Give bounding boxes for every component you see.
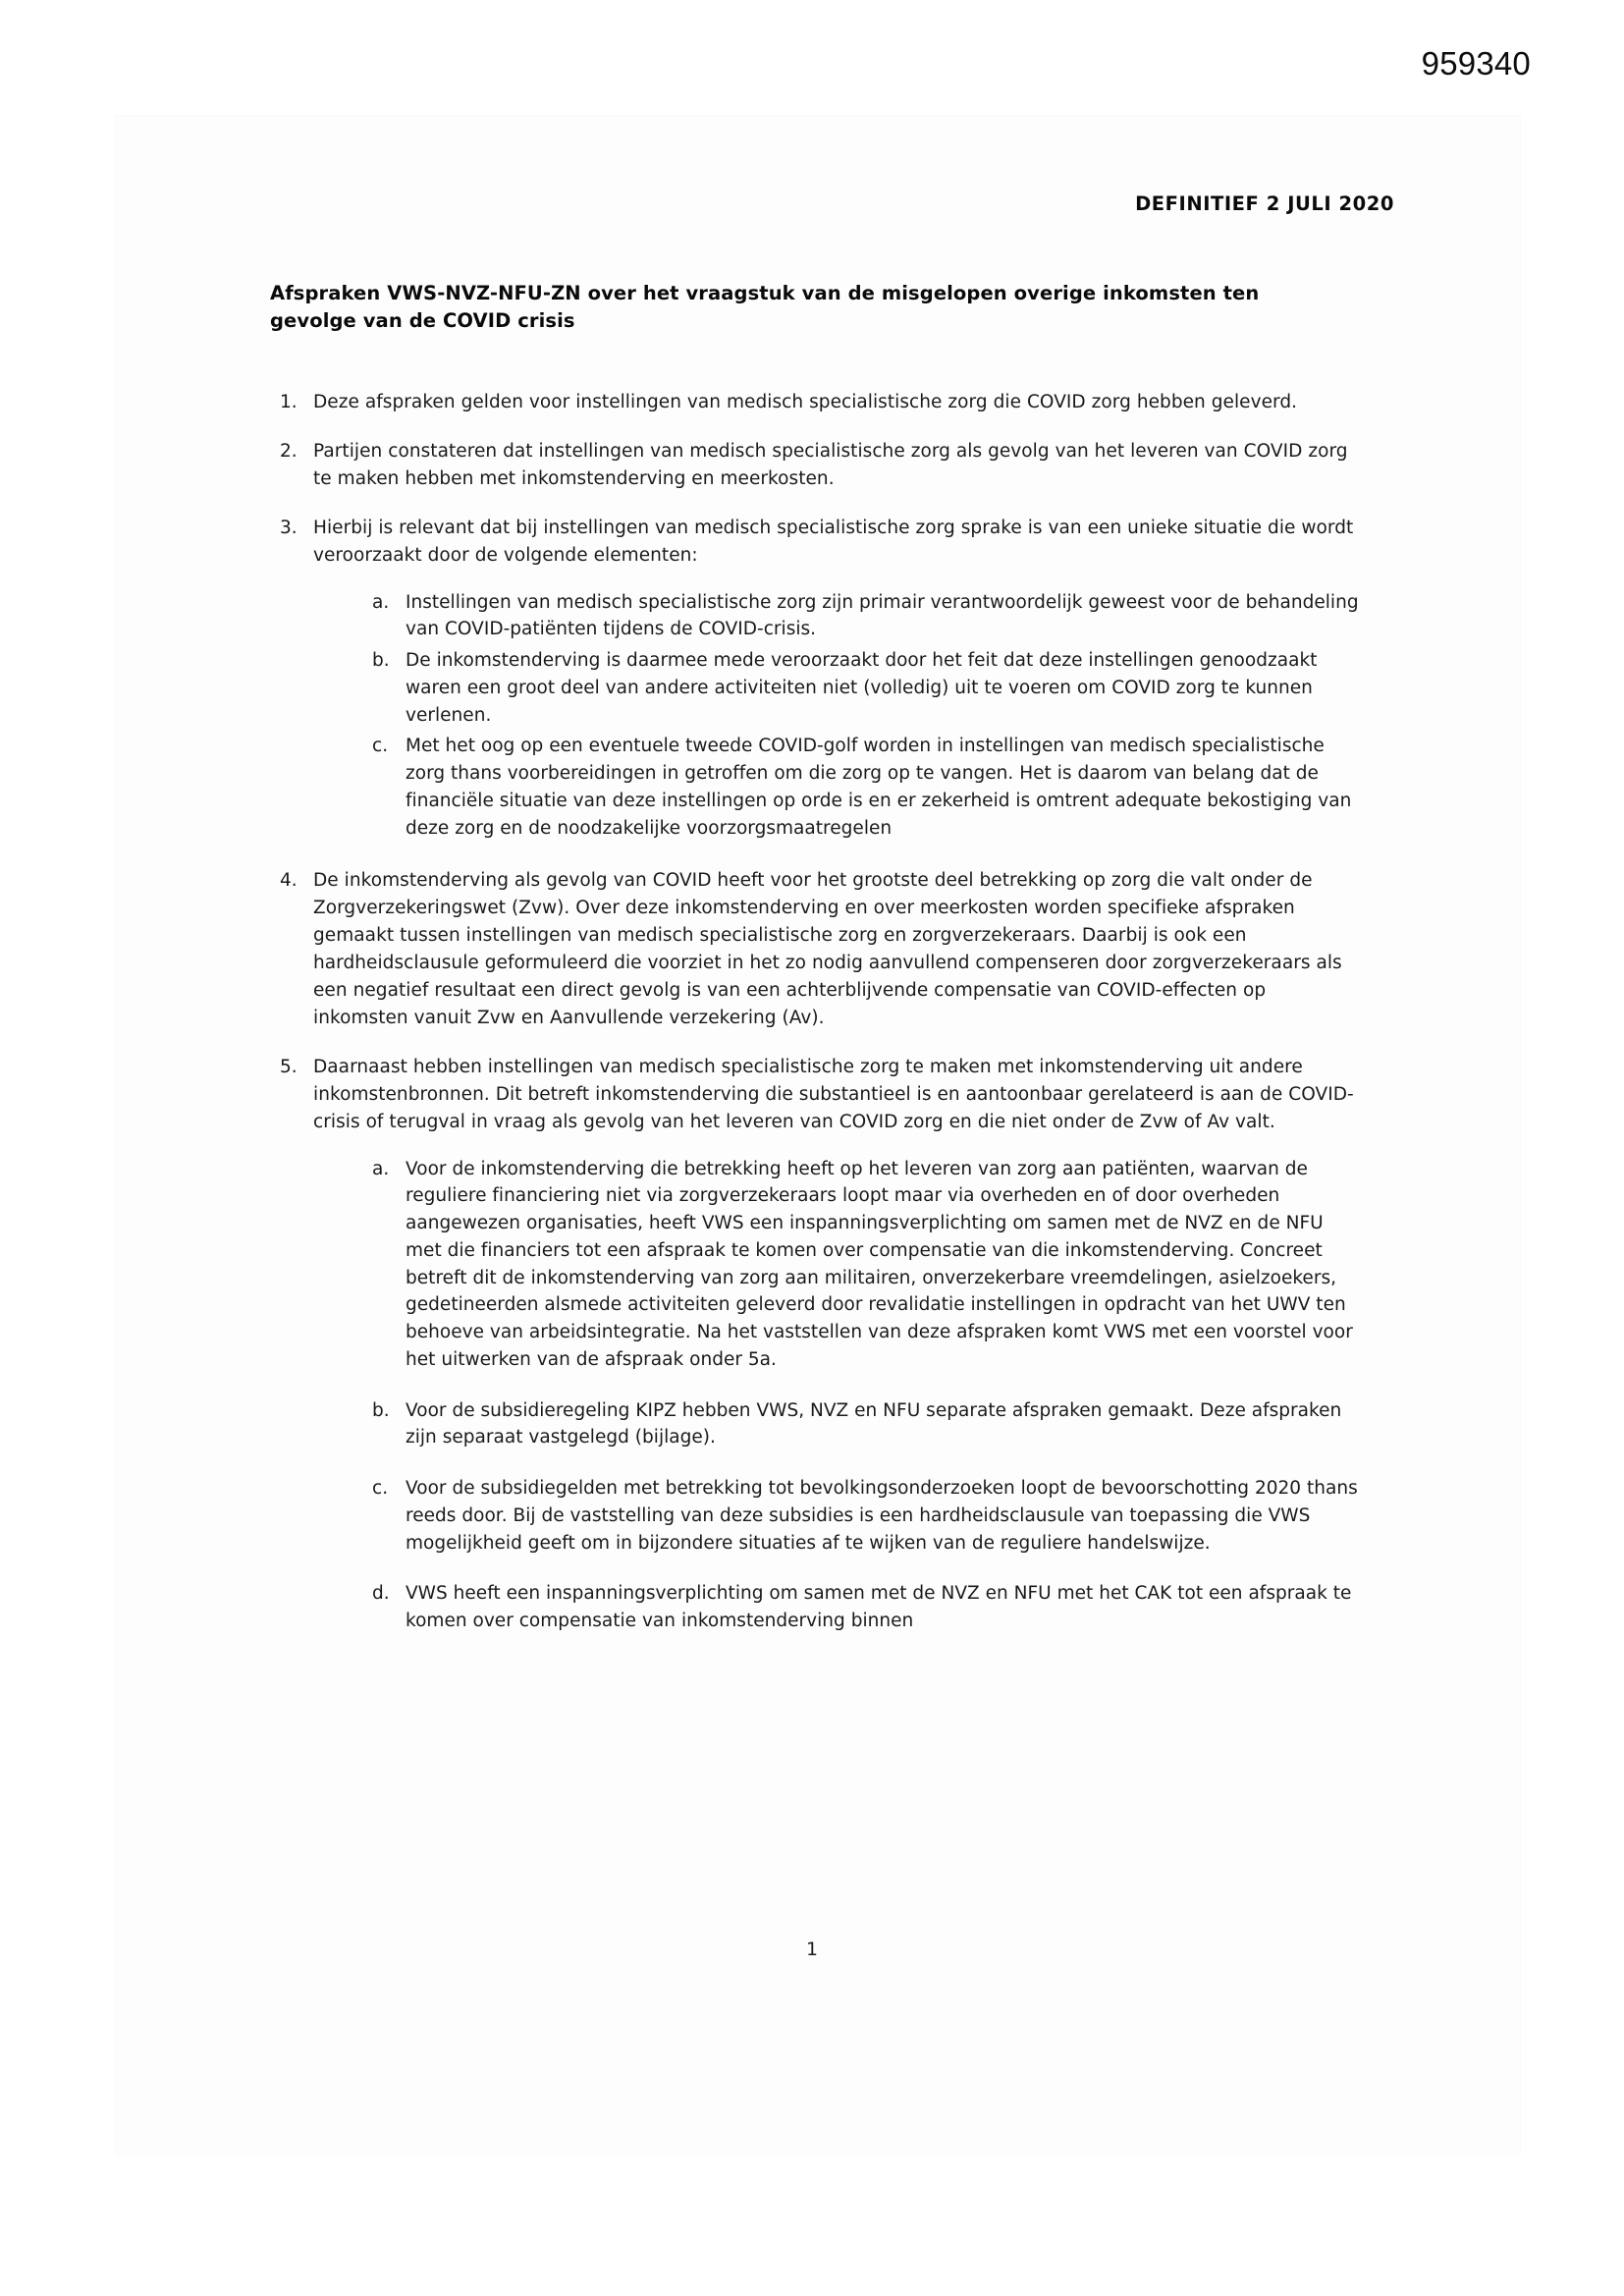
- list-item-marker: 3.: [280, 517, 298, 538]
- sub-list-item-text: Instellingen van medisch specialistische zorg zijn primair verantwoordelijk geweest voor de behandeling van COVID-patiënten tijdens de COVID-crisis.: [406, 591, 1359, 640]
- sub-list: [372, 1156, 1360, 1635]
- sub-list-item-body: [406, 733, 1360, 842]
- page-title: Afspraken VWS-NVZ-NFU-ZN over het vraagstuk van de misgelopen overige inkomsten ten gevolge van de COVID crisis: [270, 282, 1260, 332]
- sub-list-item-text: Voor de inkomstenderving die betrekking heeft op het leveren van zorg aan patiënten, waarvan de reguliere financiering niet via zorgverzekeraars loopt maar via overheden en of door overheden aangewezen organisaties, heeft VWS een inspanningsverplichting om samen met de NVZ en de NFU met die financiers tot een afspraak te komen over compensatie van die inkomstenderving. Concreet betreft dit de inkomstenderving van zorg aan militairen, onverzekerbare vreemdelingen, asielzoekers, gedetineerden alsmede activiteiten geleverd door revalidatie instellingen in opdracht van het UWV ten behoeve van arbeidsintegratie. Na het vaststellen van deze afspraken komt VWS met een voorstel voor het uitwerken van de afspraak onder 5a.: [406, 1158, 1353, 1370]
- document-number: 959340: [1421, 45, 1531, 82]
- sub-list-item-marker: b.: [372, 1399, 390, 1421]
- list-item-text: Deze afspraken gelden voor instellingen van medisch specialistische zorg die COVID zorg hebben geleverd.: [313, 392, 1298, 412]
- sub-list-item: [372, 1580, 1360, 1635]
- list-item-marker: 1.: [280, 392, 298, 412]
- list-item-body: [313, 438, 1360, 493]
- sub-list-item-marker: c.: [372, 736, 389, 757]
- sub-list-item-text: De inkomstenderving is daarmee mede veroorzaakt door het feit dat deze instellingen genoodzaakt waren een groot deel van andere activiteiten niet (volledig) uit te voeren om COVID zorg te kunnen verlenen.: [406, 650, 1318, 726]
- sub-list-item-text: VWS heeft een inspanningsverplichting om samen met de NVZ en NFU met het CAK tot een afspraak te komen over compensatie van inkomstenderving binnen: [406, 1583, 1352, 1632]
- sub-list-item-text: Voor de subsidieregeling KIPZ hebben VWS, NVZ en NFU separate afspraken gemaakt. Deze afspraken zijn separaat vastgelegd (bijlage).: [406, 1399, 1342, 1449]
- sub-list-item-marker: a.: [372, 1158, 390, 1179]
- list-item-body: [313, 515, 1360, 847]
- sub-list-item-body: [406, 589, 1360, 644]
- list-item-text: De inkomstenderving als gevolg van COVID heeft voor het grootste deel betrekking op zorg die valt onder de Zorgverzekeringswet (Zvw). Over deze inkomstenderving en over meerkosten worden specifieke afspraken gemaakt tussen instellingen van medisch specialistische zorg en zorgverzekeraars. Daarbij is ook een hardheidsclausule geformuleerd die voorziet in het zo nodig aanvullend compenseren door zorgverzekeraars als een negatief resultaat een direct gevolg is van een achterblijvende compensatie van COVID-effecten op inkomsten vanuit Zvw en Aanvullende verzekering (Av).: [313, 870, 1342, 1028]
- sub-list-item-body: [406, 1156, 1360, 1374]
- list-item-body: [313, 867, 1360, 1032]
- list-item-body: [313, 389, 1360, 416]
- document-status-date: DEFINITIEF 2 JULI 2020: [1135, 192, 1394, 215]
- list-item-marker: 5.: [280, 1056, 298, 1077]
- sub-list-item-marker: d.: [372, 1583, 390, 1605]
- list-item: [270, 867, 1360, 1032]
- sub-list-item: [372, 1156, 1360, 1374]
- page-number: 1: [806, 1940, 818, 1960]
- list-item: [270, 438, 1360, 493]
- list-item: [270, 1054, 1360, 1639]
- list-item: [270, 389, 1360, 416]
- sub-list-item: [372, 1397, 1360, 1452]
- list-item-marker: 4.: [280, 870, 298, 892]
- numbered-agreement-list: [270, 389, 1360, 1661]
- sub-list-item-marker: b.: [372, 650, 390, 672]
- sub-list-item-body: [406, 1580, 1360, 1635]
- sub-list-item-marker: c.: [372, 1478, 389, 1500]
- sub-list-item: [372, 1475, 1360, 1557]
- sub-list-item: [372, 733, 1360, 842]
- list-item-text: Hierbij is relevant dat bij instellingen van medisch specialistische zorg sprake is van een unieke situatie die wordt veroorzaakt door de volgende elementen:: [313, 517, 1354, 566]
- sub-list-item-marker: a.: [372, 591, 390, 613]
- sub-list-item-text: Met het oog op een eventuele tweede COVID-golf worden in instellingen van medisch specialistische zorg thans voorbereidingen in getroffen om die zorg op te vangen. Het is daarom van belang dat de financiële situatie van deze instellingen op orde is en er zekerheid is omtrent adequate bekostiging van deze zorg en de noodzakelijke voorzorgsmaatregelen: [406, 736, 1352, 839]
- sub-list-item: [372, 589, 1360, 644]
- sub-list-item-body: [406, 647, 1360, 729]
- sub-list-item-body: [406, 1397, 1360, 1452]
- list-item-text: Partijen constateren dat instellingen van medisch specialistische zorg als gevolg van het leveren van COVID zorg te maken hebben met inkomstenderving en meerkosten.: [313, 440, 1348, 489]
- list-item: [270, 515, 1360, 847]
- list-item-body: [313, 1054, 1360, 1639]
- list-item-text: Daarnaast hebben instellingen van medisch specialistische zorg te maken met inkomstenderving uit andere inkomstenbronnen. Dit betreft inkomstenderving die substantieel is en aantoonbaar gerelateerd is aan de COVID-crisis of terugval in vraag als gevolg van het leveren van COVID zorg en die niet onder de Zvw of Av valt.: [313, 1056, 1354, 1132]
- sub-list-item: [372, 647, 1360, 729]
- sub-list: [372, 589, 1360, 843]
- sub-list-item-text: Voor de subsidiegelden met betrekking tot bevolkingsonderzoeken loopt de bevoorschotting 2020 thans reeds door. Bij de vaststelling van deze subsidies is een hardheidsclausule van toepassing die VWS mogelijkheid geeft om in bijzondere situaties af te wijken van de reguliere handelswijze.: [406, 1478, 1358, 1554]
- sub-list-item-body: [406, 1475, 1360, 1557]
- list-item-marker: 2.: [280, 440, 298, 462]
